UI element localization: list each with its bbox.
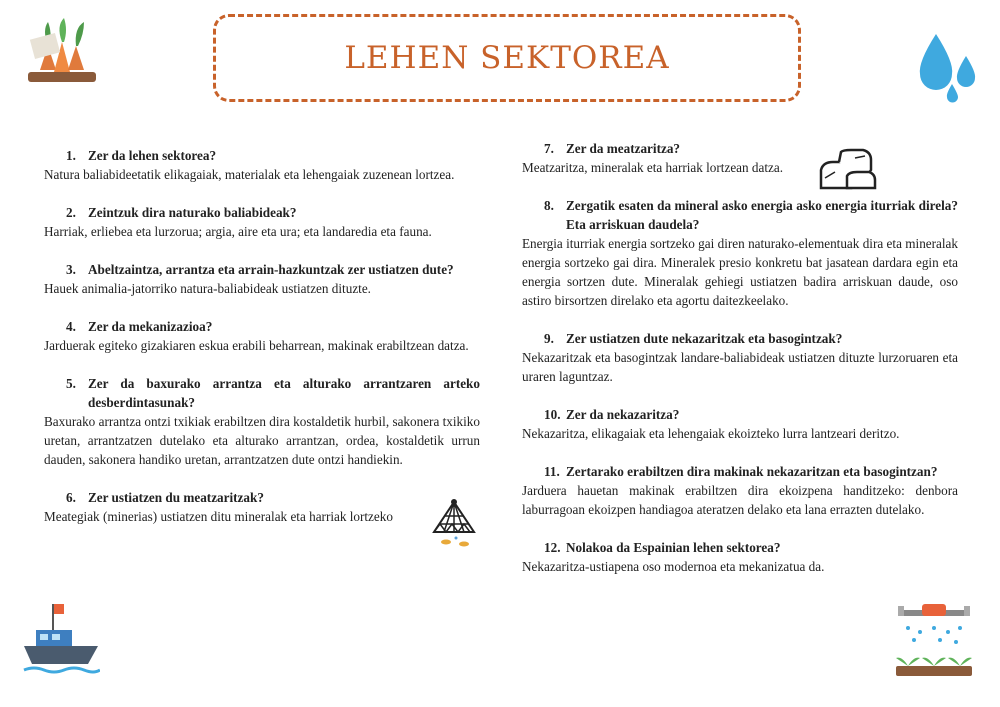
qa-item-10	[522, 405, 958, 443]
water-drops-icon	[914, 32, 980, 104]
qa-item-8	[522, 196, 958, 310]
right-column	[522, 139, 958, 576]
question: 11. Zertarako erabiltzen dira makinak nekazaritzan eta basogintzan?	[544, 464, 938, 479]
rocks-icon	[817, 148, 877, 192]
question: 6. Zer ustiatzen du meatzaritzak?	[66, 490, 264, 505]
question: 7. Zer da meatzaritza?	[544, 141, 681, 156]
question: 8. Zergatik esaten da mineral asko energia asko energia iturriak direla? Eta arriskuan daudela?	[544, 198, 958, 232]
left-column	[44, 146, 480, 526]
answer: Meategiak (minerias) ustiatzen ditu mineralak eta harriak lortzeko	[44, 509, 393, 524]
fishing-net-icon	[428, 498, 480, 552]
qa-item-3	[44, 260, 480, 298]
question: 3. Abeltzaintza, arrantza eta arrain-hazkuntzak zer ustiatzen dute?	[66, 262, 454, 277]
answer: Jarduerak egiteko gizakiaren eskua erabili beharrean, makinak erabiltzean datza.	[44, 338, 469, 353]
title-frame	[213, 14, 801, 102]
question: 9. Zer ustiatzen dute nekazaritzak eta basogintzak?	[544, 331, 843, 346]
question: 5. Zer da baxurako arrantza eta alturako arrantzaren arteko desberdintasunak?	[66, 376, 480, 410]
answer: Baxurako arrantza ontzi txikiak erabiltzen dira kostaldetik hurbil, sakonera txikiko uretan, arrantzatzen dutelako eta alturako arrantzan, ordea, kostaldetik urrun dauden, sakonera handiko uretan, arrantzatzen dute ontzi handiekin.	[44, 414, 480, 467]
irrigation-sprinkler-icon	[894, 600, 974, 680]
answer: Natura baliabideetatik elikagaiak, materialak eta lehengaiak zuzenean lortzea.	[44, 167, 455, 182]
answer: Nekazaritza-ustiapena oso modernoa eta mekanizatua da.	[522, 559, 825, 574]
answer: Nekazaritza, elikagaiak eta lehengaiak ekoizteko lurra lantzeari deritzo.	[522, 426, 900, 441]
question: 10. Zer da nekazaritza?	[544, 407, 680, 422]
question: 2. Zeintzuk dira naturako baliabideak?	[66, 205, 297, 220]
qa-item-1	[44, 146, 480, 184]
qa-item-7	[522, 139, 958, 177]
qa-item-12	[522, 538, 958, 576]
answer: Hauek animalia-jatorriko natura-baliabideak ustiatzen dituzte.	[44, 281, 371, 296]
qa-item-5	[44, 374, 480, 469]
question: 12. Nolakoa da Espainian lehen sektorea?	[544, 540, 781, 555]
answer: Harriak, erliebea eta lurzorua; argia, aire eta ura; eta landaredia eta fauna.	[44, 224, 432, 239]
fishing-boat-icon	[22, 600, 100, 676]
qa-item-4	[44, 317, 480, 355]
question: 4. Zer da mekanizazioa?	[66, 319, 213, 334]
carrots-harvest-icon	[26, 12, 98, 86]
qa-item-9	[522, 329, 958, 386]
answer: Meatzaritza, mineralak eta harriak lortzean datza.	[522, 160, 784, 175]
answer: Jarduera hauetan makinak erabiltzen dira ekoizpena handitzeko: denbora laburragoan ekoizpen handiagoa ateratzen delako eta lana errazten dutelako.	[522, 483, 958, 517]
page-title: LEHEN SEKTOREA	[344, 40, 670, 76]
question: 1. Zer da lehen sektorea?	[66, 148, 217, 163]
answer: Nekazaritzak eta basogintzak landare-baliabideak ustiatzen dituzte lurzoruaren eta uraren laguntzaz.	[522, 350, 958, 384]
qa-item-2	[44, 203, 480, 241]
qa-item-11	[522, 462, 958, 519]
qa-item-6	[44, 488, 480, 526]
answer: Energia iturriak energia sortzeko gai diren naturako-elementuak dira eta mineralak energia sortzeko gai dira. Mineralek presio konkretu bat jasatean dardara egin eta energia sortzen dute. Mineralak gehiegi ustiatzen badira arriskuan daude, oso astiro birsortzen direlako eta agortu daitezkeelako.	[522, 236, 958, 308]
